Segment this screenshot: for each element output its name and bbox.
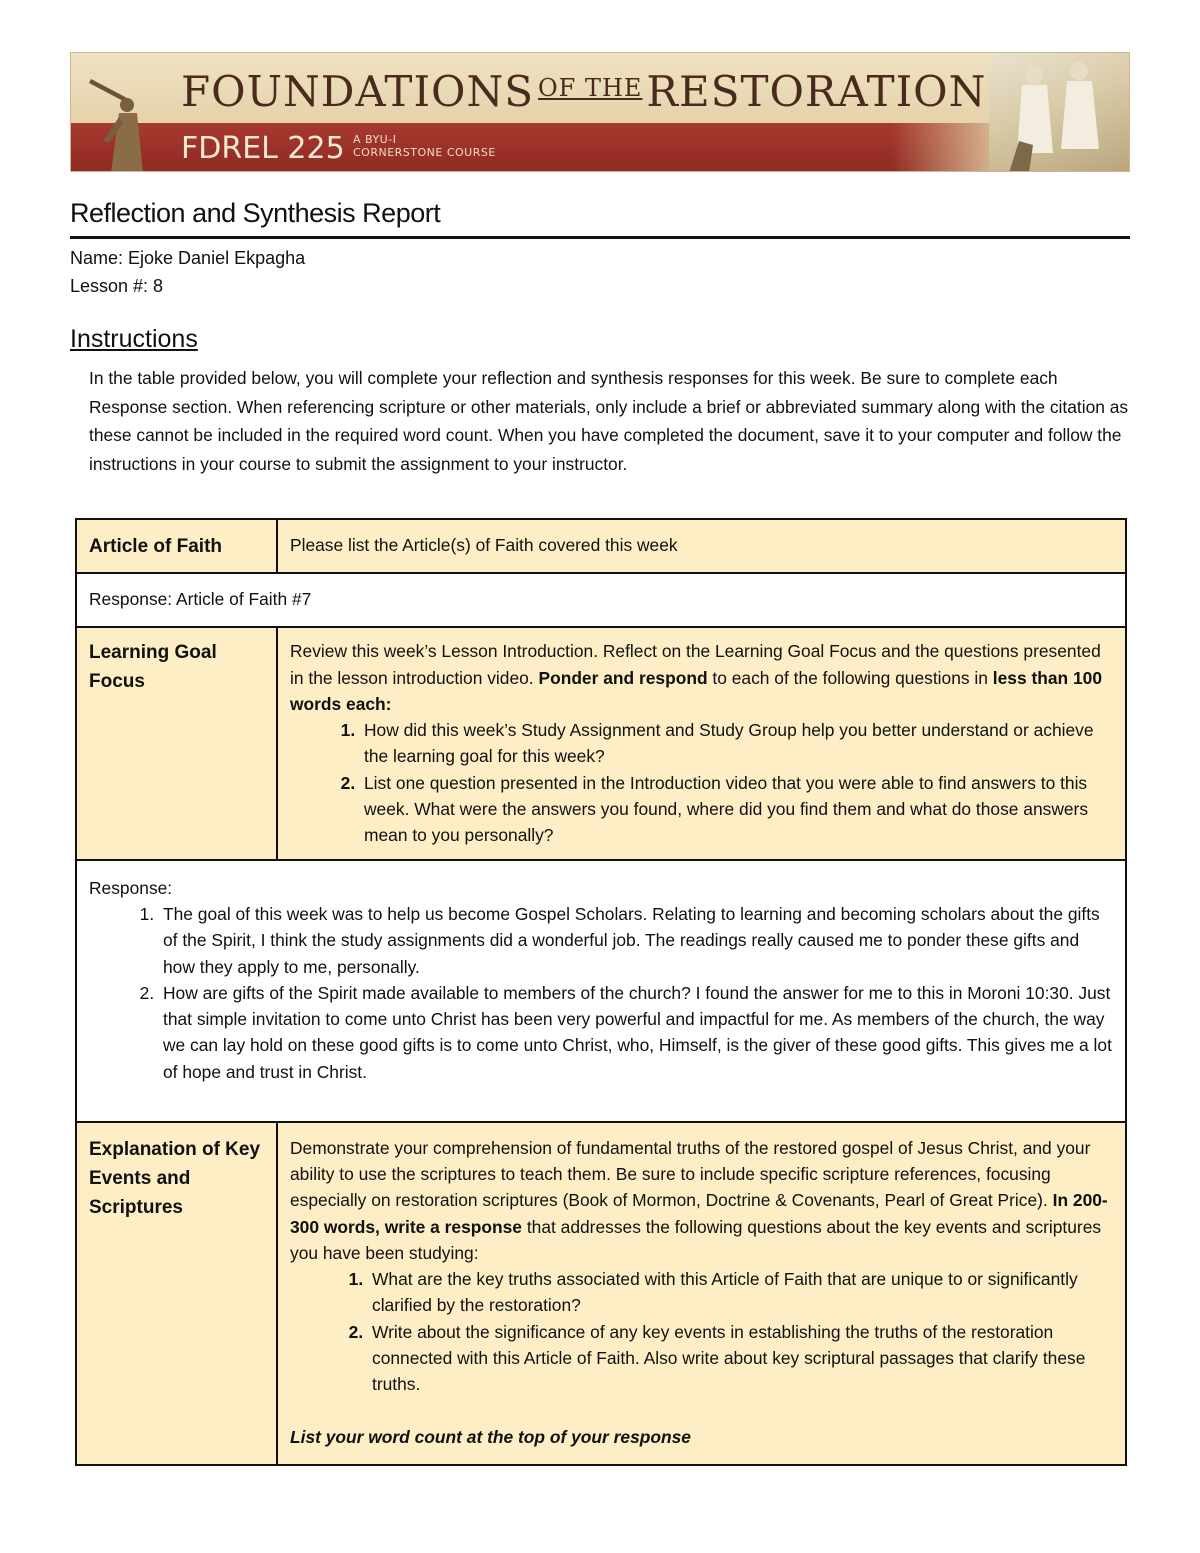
learning-goal-response[interactable]: [76, 860, 1126, 1122]
response-label: Response:: [89, 877, 173, 898]
course-banner: [70, 52, 1130, 172]
lesson-number: Lesson #: 8: [70, 276, 164, 296]
article-response[interactable]: Response: Article of Faith #7: [76, 573, 1126, 627]
learning-goal-questions: [290, 717, 1113, 848]
list-item: 2. List one question presented in the Introduction video that you were able to find answers to this week. What were the answers you found, where did you find them and what do those answers mean to you personally?: [360, 770, 1113, 849]
list-item: 2. How are gifts of the Spirit made available to members of the church? I found the answer for me to this in Moroni 10:30. Just that simple invitation to come unto Christ has been very powerful and impactful for me. As members of the church, the way we can lay hold on these good gifts is to come unto Christ, who, Himself, is the giver of these good gifts. This gives me a lot of hope and trust in Christ.: [159, 980, 1113, 1085]
article-label: Article of Faith: [76, 519, 277, 573]
word-count-note: List your word count at the top of your response: [290, 1426, 691, 1447]
instructions-body: In the table provided below, you will complete your reflection and synthesis responses for this week. Be sure to complete each Response section. When referencing scripture or other materials, only include a brief or abbreviated summary along with the citation as these cannot be included in the required word count. When you have completed the document, save it to your computer and follow the instructions in your course to submit the assignment to your instructor.: [89, 368, 1129, 474]
learning-goal-prompt: Review this week’s Lesson Introduction. Reflect on the Learning Goal Focus and the questions presented in the lesson introduction video. Ponder and respond to each of the following questions in less than 100 words each: 1. How did this week’s Study Assignment and Study Group help you better understand or achieve the learning goal for this week? 2. List one question presented in the Introduction video that you were able to find answers to this week. What were the answers you found, where did you find them and what do those answers mean to you personally?: [277, 627, 1126, 859]
title-divider: [70, 236, 1130, 239]
banner-title: FOUNDATIONS $^{OF THE}$RESTORATION: [181, 67, 987, 116]
report-title: Reflection and Synthesis Report: [70, 198, 441, 228]
list-item: 2. Write about the significance of any key events in establishing the truths of the restoration connected with this Article of Faith. Also write about key scriptural passages that clarify these truths.: [368, 1319, 1113, 1398]
banner-painting: [989, 53, 1129, 172]
course-subtitle: A BYU-I CORNERSTONE COURSE: [353, 133, 496, 159]
instructions-heading: Instructions: [70, 325, 198, 353]
student-name: Name: Ejoke Daniel Ekpagha: [70, 248, 306, 268]
student-info: [70, 244, 305, 300]
article-prompt: Please list the Article(s) of Faith covered this week: [277, 519, 1126, 573]
course-code: FDREL 225: [181, 131, 345, 166]
explanation-questions: [290, 1266, 1113, 1397]
list-item: 1. The goal of this week was to help us become Gospel Scholars. Relating to learning and becoming scholars about the gifts of the Spirit, I think the study assignments did a wonderful job. The readings really caused me to ponder these gifts and how they apply to me, personally.: [159, 901, 1113, 980]
response-list: [89, 901, 1113, 1085]
angel-moroni-icon: [83, 61, 163, 172]
explanation-label: Explanation of Key Events and Scriptures: [76, 1122, 277, 1465]
reflection-table: [75, 518, 1127, 1466]
list-item: 1. What are the key truths associated with this Article of Faith that are unique to or significantly clarified by the restoration?: [368, 1266, 1113, 1319]
list-item: 1. How did this week’s Study Assignment and Study Group help you better understand or achieve the learning goal for this week?: [360, 717, 1113, 770]
learning-goal-label: Learning Goal Focus: [76, 627, 277, 859]
explanation-prompt: Demonstrate your comprehension of fundamental truths of the restored gospel of Jesus Christ, and your ability to use the scriptures to teach them. Be sure to include specific scripture references, focusing especially on restoration scriptures (Book of Mormon, Doctrine & Covenants, Pearl of Great Price). In 200-300 words, write a response that addresses the following questions about the key events and scriptures you have been studying: 1. What are the key truths associated with this Article of Faith that are unique to or significantly clarified by the restoration? 2. Write about the significance of any key events in establishing the truths of the restoration connected with this Article of Faith. Also write about key scriptural passages that clarify these truths. List your word count at the top of your response: [277, 1122, 1126, 1465]
heavenly-figures-icon: [989, 53, 1129, 172]
